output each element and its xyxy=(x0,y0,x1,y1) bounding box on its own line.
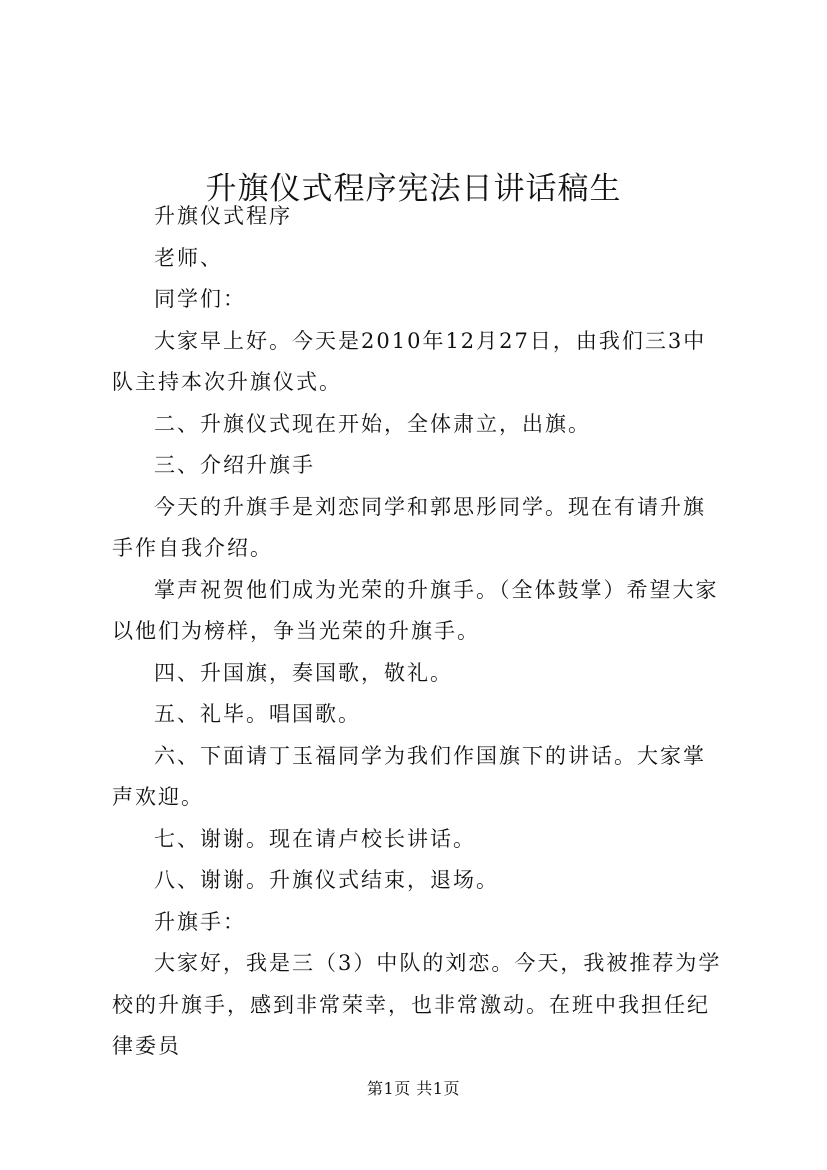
paragraph-step-four: 四、升国旗，奏国歌，敬礼。 xyxy=(154,660,453,685)
paragraph-teachers: 老师、 xyxy=(154,245,223,270)
paragraph-flag-raisers: 今天的升旗手是刘恋同学和郭思彤同学。现在有请升旗手作自我介绍。 xyxy=(112,494,706,560)
paragraph-program-heading: 升旗仪式程序 xyxy=(154,204,292,228)
document-body xyxy=(112,196,724,1068)
paragraph-self-introduction: 大家好，我是三（3）中队的刘恋。今天，我被推荐为学校的升旗手，感到非常荣幸，也非常激动。在班中我担任纪律委员 xyxy=(112,951,722,1058)
paragraph-step-three: 三、介绍升旗手 xyxy=(154,453,315,477)
paragraph-flag-raiser-label: 升旗手： xyxy=(154,909,246,934)
paragraph-applause: 掌声祝贺他们成为光荣的升旗手。（全体鼓掌）希望大家以他们为榜样，争当光荣的升旗手。 xyxy=(112,577,719,643)
document-title: 升旗仪式程序宪法日讲话稿生 xyxy=(205,170,622,207)
paragraph-step-five: 五、礼毕。唱国歌。 xyxy=(154,702,361,726)
paragraph-greeting: 大家早上好。今天是2010年12月27日，由我们三3中队主持本次升旗仪式。 xyxy=(112,328,707,394)
paragraph-step-six: 六、下面请丁玉福同学为我们作国旗下的讲话。大家掌声欢迎。 xyxy=(112,743,706,809)
paragraph-step-eight: 八、谢谢。升旗仪式结束，退场。 xyxy=(154,868,499,892)
paragraph-step-seven: 七、谢谢。现在请卢校长讲话。 xyxy=(154,826,476,851)
paragraph-students: 同学们： xyxy=(154,287,246,311)
page-footer: 第1页 共1页 xyxy=(367,1079,460,1098)
paragraph-step-two: 二、升旗仪式现在开始，全体肃立，出旗。 xyxy=(154,411,591,436)
